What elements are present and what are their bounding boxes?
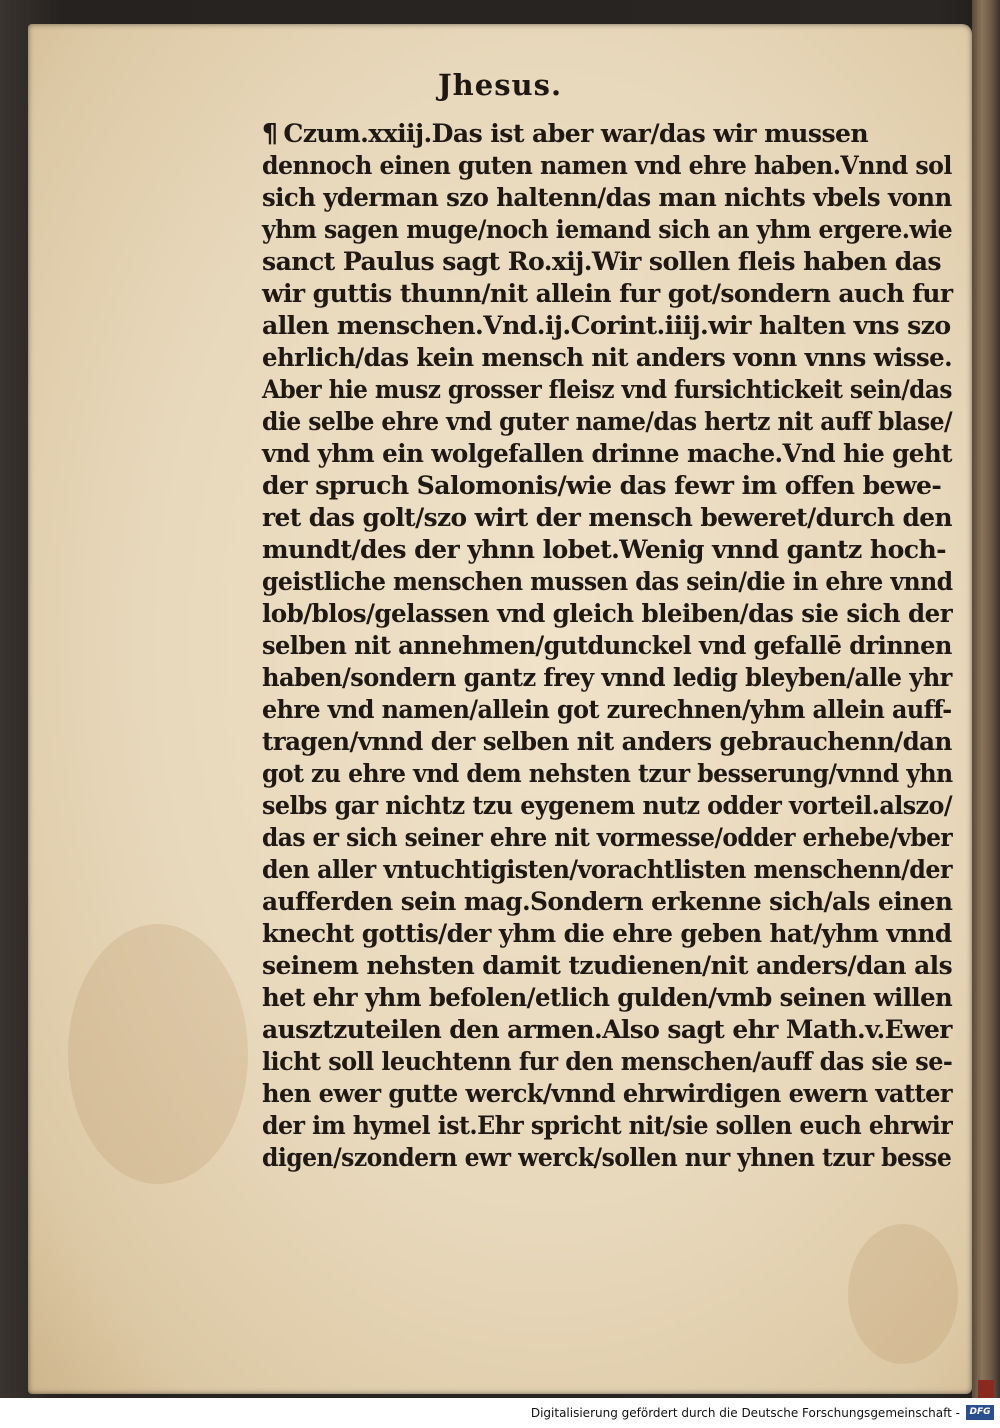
dfg-logo: DFG	[966, 1405, 994, 1420]
text-line: got zu ehre vnd dem nehsten tzur besserung/vnnd yhn	[262, 759, 953, 789]
text-line: ehrlich/das kein mensch nit anders vonn vnns wisse.	[262, 343, 953, 373]
text-line: allen menschen.Vnd.ij.Corint.iiij.wir halten vns szo	[262, 311, 951, 341]
text-line: mundt/des der yhnn lobet.Wenig vnnd gantz hoch-	[262, 535, 947, 565]
paper-stain	[68, 924, 248, 1184]
text-line: vnd yhm ein wolgefallen drinne mache.Vnd hie geht	[262, 439, 952, 469]
running-head: Jhesus.	[437, 68, 563, 102]
text-line: sich yderman szo haltenn/das man nichts vbels vonn	[262, 183, 952, 213]
text-line: tragen/vnnd der selben nit anders gebrauchenn/dan	[262, 727, 952, 757]
text-line: das er sich seiner ehre nit vormesse/odder erhebe/vber	[262, 823, 953, 853]
text-line: seinem nehsten damit tzudienen/nit anders/dan als	[262, 951, 953, 981]
text-line: lob/blos/gelassen vnd gleich bleiben/das sie sich der	[262, 599, 953, 629]
text-line: yhm sagen muge/noch iemand sich an yhm ergere.wie	[262, 215, 953, 245]
attribution-text: Digitalisierung gefördert durch die Deutsche Forschungsgemeinschaft -	[530, 1406, 960, 1420]
text-line: der im hymel ist.Ehr spricht nit/sie sollen euch ehrwir	[262, 1111, 953, 1141]
text-line: digen/szondern ewr werck/sollen nur yhnen tzur besse	[262, 1143, 952, 1173]
pilcrow-mark: ¶	[262, 119, 278, 149]
binding-edge	[972, 0, 1000, 1398]
bookmark-ribbon	[978, 1380, 994, 1398]
text-line: licht soll leuchtenn fur den menschen/auff das sie se-	[262, 1047, 953, 1077]
text-line: ret das golt/szo wirt der mensch beweret/durch den	[262, 503, 953, 533]
text-line: selben nit annehmen/gutdunckel vnd gefallē drinnen	[262, 631, 952, 661]
text-line: ehre vnd namen/allein got zurechnen/yhm allein auff-	[262, 695, 952, 725]
text-line: wir guttis thunn/nit allein fur got/sondern auch fur	[262, 279, 953, 309]
text-line: selbs gar nichtz tzu eygenem nutz odder vorteil.alszo/	[262, 791, 952, 821]
text-block	[262, 118, 962, 1174]
text-line	[262, 118, 952, 150]
text-line: die selbe ehre vnd guter name/das hertz nit auff blase/	[262, 407, 953, 437]
text-line: Aber hie musz grosser fleisz vnd fursichtickeit sein/das	[262, 375, 952, 405]
footer-strip	[0, 1398, 1000, 1428]
text-line: aufferden sein mag.Sondern erkenne sich/als einen	[262, 887, 953, 917]
text-line: dennoch einen guten namen vnd ehre haben.Vnnd sol	[262, 151, 952, 181]
text-line: haben/sondern gantz frey vnnd ledig bleyben/alle yhr	[262, 663, 952, 693]
text-line: sanct Paulus sagt Ro.xij.Wir sollen fleis haben das	[262, 247, 941, 277]
text-line: hen ewer gutte werck/vnnd ehrwirdigen ewern vatter	[262, 1079, 953, 1109]
text-line-content: Czum.xxiij.Das ist aber war/das wir mussen	[283, 119, 869, 149]
text-line: ausztzuteilen den armen.Also sagt ehr Math.v.Ewer	[262, 1015, 952, 1045]
text-line: den aller vntuchtigisten/vorachtlisten menschenn/der	[262, 855, 952, 885]
text-line: knecht gottis/der yhm die ehre geben hat/yhm vnnd	[262, 919, 952, 949]
text-line: der spruch Salomonis/wie das fewr im offen bewe-	[262, 471, 942, 501]
text-line: het ehr yhm befolen/etlich gulden/vmb seinen willen	[262, 983, 953, 1013]
text-line: geistliche menschen mussen das sein/die in ehre vnnd	[262, 567, 953, 597]
paper-stain	[848, 1224, 958, 1364]
